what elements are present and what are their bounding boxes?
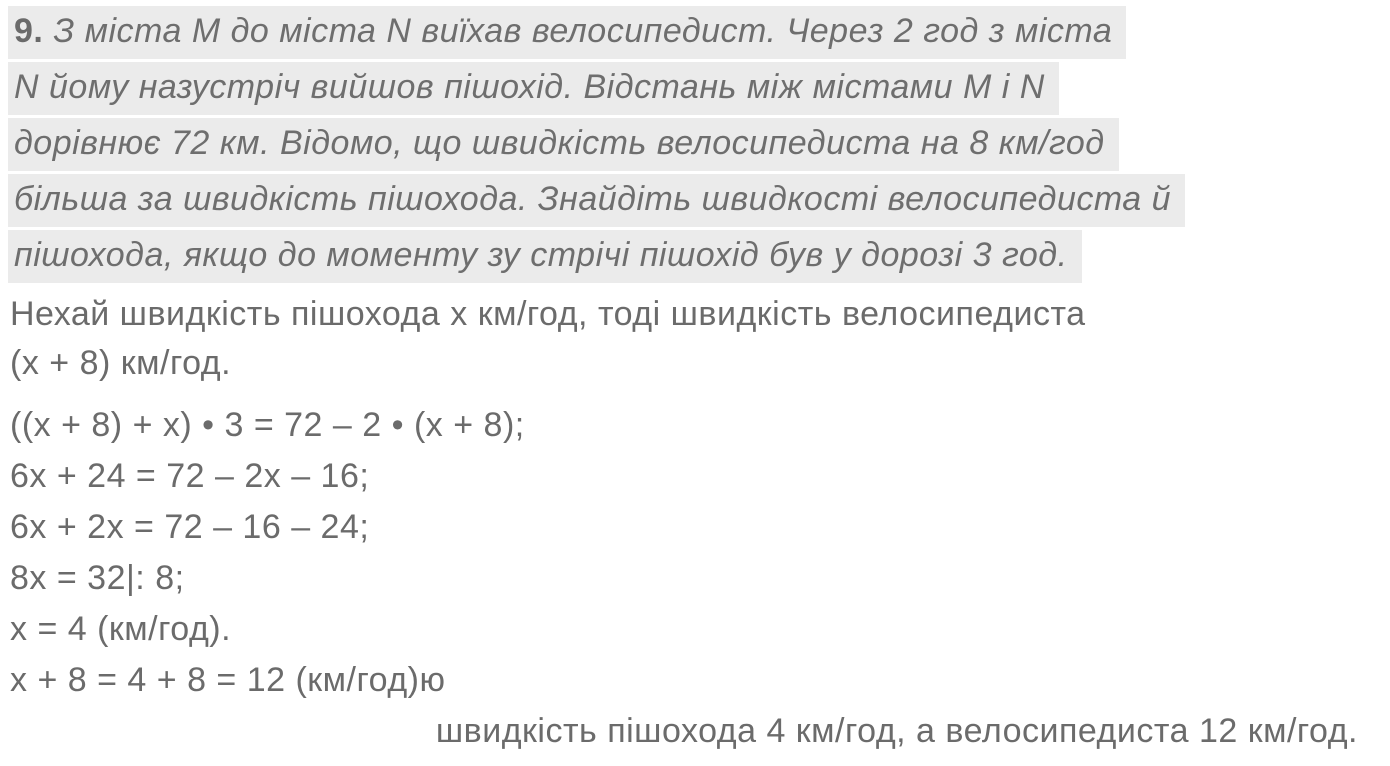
highlight-bar <box>8 174 1185 227</box>
equation-line: 6х + 24 = 72 – 2х – 16; <box>10 457 370 495</box>
equation-line: 8х = 32|: 8; <box>10 559 185 597</box>
problem-line-text: пішохода, якщо до моменту зу стрічі пішохід був у дорозі 3 год. <box>14 236 1068 274</box>
problem-line <box>8 230 1390 286</box>
solution-block <box>8 290 1390 757</box>
problem-line-text: більша за швидкість пішохода. Знайдіть швидкості велосипедиста й <box>14 180 1172 218</box>
problem-line <box>8 118 1390 174</box>
answer-line: швидкість пішохода 4 км/год, а велосипедиста 12 км/год. <box>435 712 1358 750</box>
highlight-bar <box>8 62 1059 115</box>
equation-line: 6х + 2х = 72 – 16 – 24; <box>10 508 370 546</box>
problem-line <box>8 62 1390 118</box>
problem-statement <box>8 6 1390 286</box>
problem-line-text: N йому назустріч вийшов пішохід. Відстань між містами М і N <box>14 68 1045 106</box>
problem-number: 9. <box>14 12 44 50</box>
problem-line-text: З міста М до міста N виїхав велосипедист. Через 2 год з міста <box>53 12 1113 50</box>
highlight-bar <box>8 230 1082 283</box>
problem-line <box>8 6 1390 62</box>
solution-intro-line: Нехай швидкість пішохода х км/год, тоді швидкість велосипедиста <box>10 295 1086 333</box>
equation-line: ((х + 8) + х) • 3 = 72 – 2 • (х + 8); <box>10 406 525 444</box>
equation-line: х + 8 = 4 + 8 = 12 (км/год)ю <box>10 661 446 699</box>
problem-line-text: дорівнює 72 км. Відомо, що швидкість велосипедиста на 8 км/год <box>14 124 1105 162</box>
problem-line <box>8 174 1390 230</box>
highlight-bar <box>8 6 1126 59</box>
highlight-bar <box>8 118 1119 171</box>
equation-steps <box>8 400 1390 706</box>
equation-line: х = 4 (км/год). <box>10 610 232 648</box>
solution-intro-line: (х + 8) км/год. <box>10 344 232 382</box>
